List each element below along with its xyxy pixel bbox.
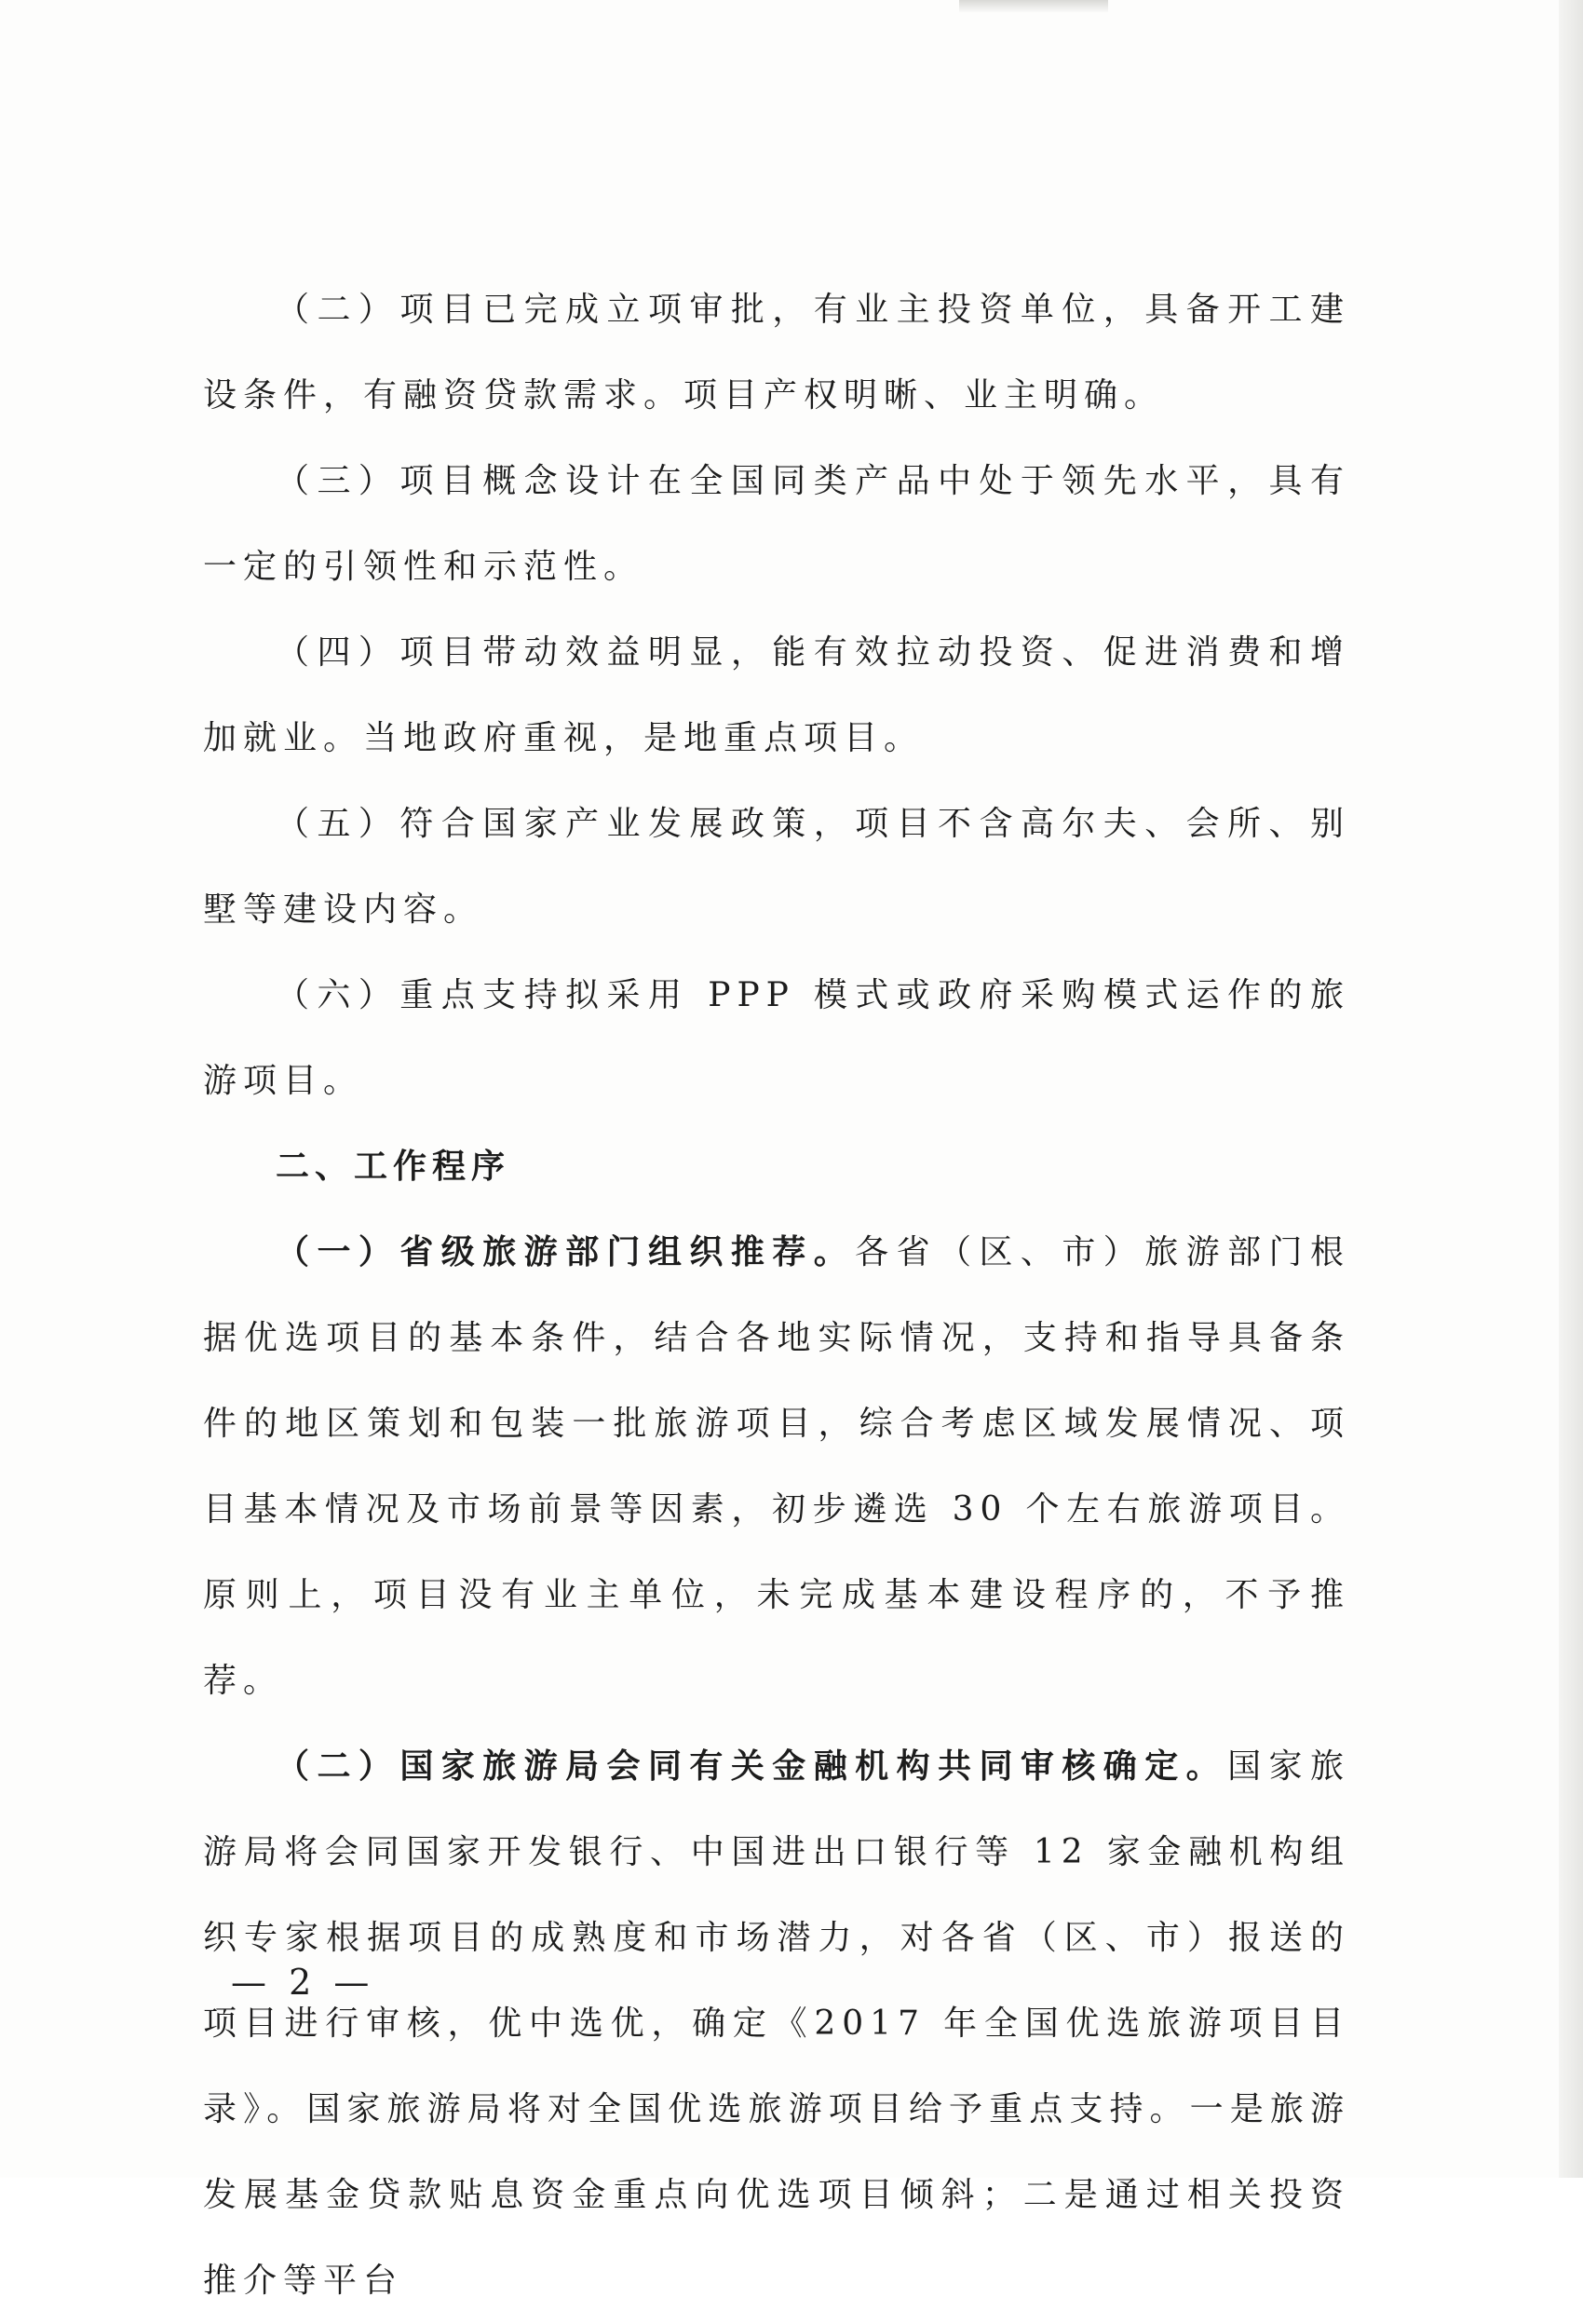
paragraph-step-1 (203, 1210, 1350, 1724)
step-2-text: 国家旅游局将会同国家开发银行、中国进出口银行等 12 家金融机构组织专家根据项目的成熟度和市场潜力，对各省（区、市）报送的项目进行审核，优中选优，确定《2017 年全国优选旅游项目目录》。国家旅游局将对全国优选旅游项目给予重点支持。一是旅游发展基金贷款贴息资金重点向优选项目倾斜；二是通过相关投资推介等平台 (203, 1747, 1350, 2300)
paragraph-criterion-6: （六）重点支持拟采用 PPP 模式或政府采购模式运作的旅游项目。 (203, 976, 1350, 1100)
paragraph-step-2 (203, 1724, 1350, 2324)
paragraph-criterion-5: （五）符合国家产业发展政策，项目不含高尔夫、会所、别墅等建设内容。 (203, 805, 1350, 929)
paragraph-criterion-2: （二）项目已完成立项审批，有业主投资单位，具备开工建设条件，有融资贷款需求。项目产权明晰、业主明确。 (203, 291, 1350, 415)
paragraph-criterion-3: （三）项目概念设计在全国同类产品中处于领先水平，具有一定的引领性和示范性。 (203, 462, 1350, 586)
paragraph-criterion-4: （四）项目带动效益明显，能有效拉动投资、促进消费和增加就业。当地政府重视，是地重点项目。 (203, 633, 1350, 757)
step-1-lead: （一）省级旅游部门组织推荐。 (276, 1233, 856, 1271)
step-1-text: 各省（区、市）旅游部门根据优选项目的基本条件，结合各地实际情况，支持和指导具备条件的地区策划和包装一批旅游项目，综合考虑区域发展情况、项目基本情况及市场前景等因素，初步遴选 30 个左右旅游项目。原则上，项目没有业主单位，未完成基本建设程序的，不予推荐。 (203, 1233, 1350, 1700)
document-body (203, 267, 1350, 2324)
section-heading-work-procedure: 二、工作程序 (276, 1148, 511, 1186)
page-number: — 2 — (231, 1962, 375, 2003)
step-2-lead: （二）国家旅游局会同有关金融机构共同审核确定。 (276, 1747, 1228, 1786)
page-edge-shadow (1559, 0, 1583, 2178)
scan-artifact (959, 0, 1108, 13)
